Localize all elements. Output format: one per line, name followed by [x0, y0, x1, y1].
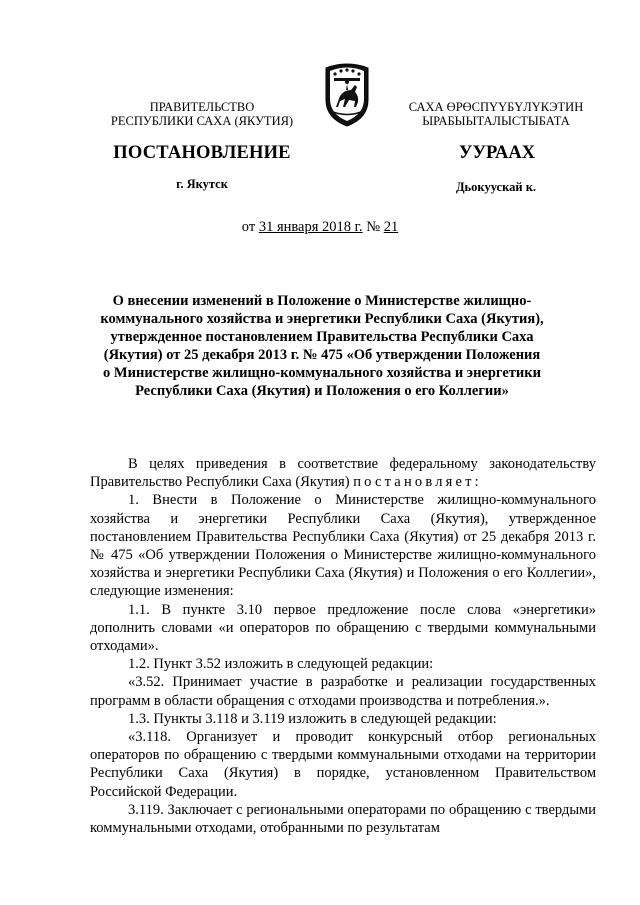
government-name-ru-line2: РЕСПУБЛИКИ САХА (ЯКУТИЯ)	[110, 114, 294, 128]
heading-line: утвержденное постановлением Правительства Республики Саха	[110, 329, 534, 345]
document-body	[90, 455, 596, 837]
government-name-ru-line1: ПРАВИТЕЛЬСТВО	[149, 100, 255, 114]
document-date: 31 января 2018 г.	[258, 219, 363, 235]
body-paragraph: «3.118. Организует и проводит конкурсный отбор региональных операторов по обращению с твердыми коммунальными отходами на территории Республики Саха (Якутия) в порядке, установленном Правительством Российской Федерации.	[90, 729, 596, 800]
government-name-sakha	[396, 100, 596, 128]
document-date-line	[0, 219, 640, 236]
heading-line: Республики Саха (Якутия) и Положения о его Коллегии»	[135, 383, 509, 399]
body-paragraph-preamble	[90, 455, 596, 491]
city-sakha: Дьокуускай к.	[455, 180, 537, 194]
body-paragraph: 1.1. В пункте 3.10 первое предложение после слова «энергетики» дополнить словами «и операторов по обращению с твердыми коммунальными отходами».	[90, 601, 596, 655]
document-type-ru: ПОСТАНОВЛЕНИЕ	[113, 143, 291, 163]
government-name-sakha-line1: САХА ӨРӨСПҮҮБҮЛҮКЭТИН	[408, 100, 584, 114]
heading-line: О внесении изменений в Положение о Министерстве жилищно-	[112, 293, 532, 309]
body-paragraph: 1. Внести в Положение о Министерстве жилищно-коммунального хозяйства и энергетики Республики Саха (Якутия), утвержденное постановлением Правительства Республики Саха (Якутия) от 25 декабря 2013 г. № 475 «Об утверждении Положения о Министерстве жилищно-коммунального хозяйства и энергетики Республики Саха (Якутия) и Положения о его Коллегии», следующие изменения:	[90, 492, 596, 600]
date-prefix: от	[241, 219, 256, 235]
document-number: 21	[383, 219, 399, 235]
body-paragraph: 1.2. Пункт 3.52 изложить в следующей редакции:	[128, 656, 434, 673]
city-ru: г. Якутск	[176, 177, 228, 191]
resolves-word: постановляет:	[353, 474, 482, 491]
heading-line: о Министерстве жилищно-коммунального хозяйства и энергетики	[103, 365, 541, 381]
number-sign: №	[366, 219, 381, 235]
government-name-sakha-line2: ЫРАБЫЫТАЛЫСТЫБАТА	[422, 114, 570, 128]
preamble-text: В целях приведения в соответствие федеральному законодательству Правительство Республики Саха (Якутия)	[90, 456, 596, 491]
heading-line: коммунального хозяйства и энергетики Республики Саха (Якутия),	[100, 311, 544, 327]
body-paragraph: 3.119. Заключает с региональными операторами по обращению с твердыми коммунальными отходами, отобранными по результатам	[90, 801, 596, 837]
document-heading	[96, 292, 548, 400]
heading-line: (Якутия) от 25 декабря 2013 г. № 475 «Об утверждении Положения	[103, 347, 541, 363]
document-type-sakha: УУРААХ	[458, 143, 536, 163]
government-name-ru	[78, 100, 326, 128]
body-paragraph: «3.52. Принимает участие в разработке и реализации государственных программ в области обращения с отходами производства и потребления.».	[90, 674, 596, 709]
body-paragraph: 1.3. Пункты 3.118 и 3.119 изложить в следующей редакции:	[128, 710, 497, 727]
coat-of-arms-icon	[318, 60, 376, 128]
